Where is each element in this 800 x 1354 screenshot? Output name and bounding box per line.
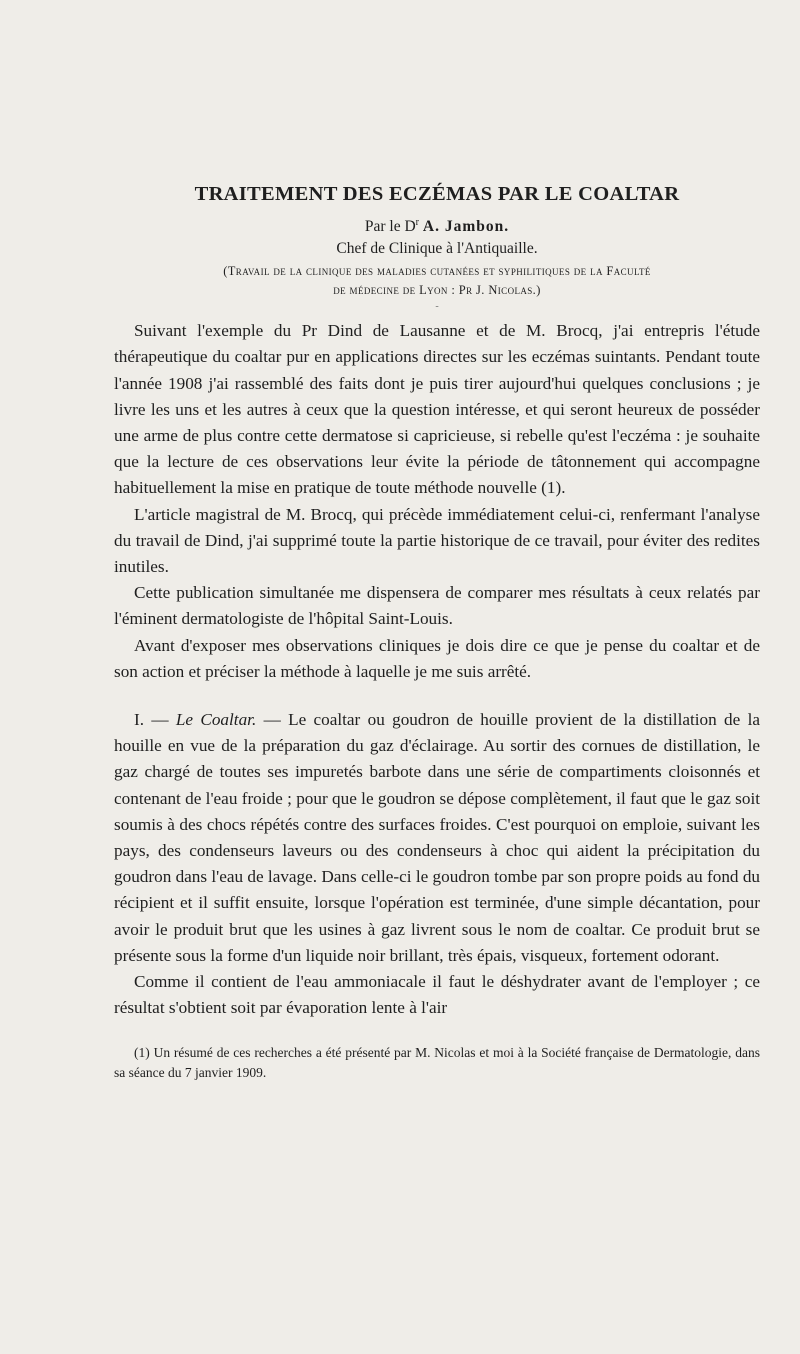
separator-mark: - <box>435 301 439 313</box>
article-body <box>114 318 760 1021</box>
byline-prefix: Par le D <box>364 218 416 236</box>
footnote: (1) Un résumé de ces recherches a été présenté par M. Nicolas et moi à la Société française de Dermatologie, dans sa séance du 7 janvier 1909. <box>114 1045 760 1081</box>
paragraph-2: L'article magistral de M. Brocq, qui précède immédiatement celui-ci, renfermant l'analyse du travail de Dind, j'ai supprimé toute la partie historique de ce travail, pour éviter des redites inutiles. <box>114 504 760 576</box>
paragraph-5 <box>114 707 760 969</box>
article-title: TRAITEMENT DES ECZÉMAS PAR LE COALTAR <box>194 183 680 205</box>
paragraph-4: Avant d'exposer mes observations cliniques je dois dire ce que je pense du coaltar et de son action et préciser la méthode à laquelle je me suis arrêté. <box>114 635 760 681</box>
section-text: — Le coaltar ou goudron de houille provient de la distillation de la houille en vue de la préparation du gaz d'éclairage. Au sortir des cornues de distillation, le gaz chargé de toutes ses impuretés barbote dans une série de compartiments cloisonnés et contenant de l'eau froide ; pour que le goudron se dépose complètement, il faut que le gaz soit soumis à des chocs répétés contre des surfaces froides. C'est pourquoi on emploie, suivant les pays, des condenseurs laveurs ou des condenseurs à choc qui aident la précipitation du goudron dans l'eau de lavage. Dans celle-ci le goudron tombe par son propre poids au fond du récipient et il suffit ensuite, lorsque l'opération est terminée, d'une simple décantation, pour avoir le produit brut que les usines à gaz livrent sous le nom de coaltar. Ce produit brut se présente sous la forme d'un liquide noir brillant, très épais, visqueux, fortement odorant. <box>114 710 761 965</box>
work-line-2: de médecine de Lyon : Pr J. Nicolas.) <box>333 283 541 298</box>
paragraph-1: Suivant l'exemple du Pr Dind de Lausanne et de M. Brocq, j'ai entrepris l'étude thérapeutique du coaltar pur en applications directes sur les eczémas suintants. Pendant toute l'année 1908 j'ai rassemblé des faits dont je puis tirer aujourd'hui quelques conclusions ; je livre les uns et les autres à ceux que la question intéresse, et qui seront heureux de posséder une arme de plus contre cette dermatose si capricieuse, si rebelle qu'est l'eczéma : je souhaite que la lecture de ces observations leur évite la période de tâtonnement qui accompagne habituellement la mise en pratique de toute méthode nouvelle (1). <box>114 321 760 498</box>
affiliation: Chef de Clinique à l'Antiquaille. <box>336 240 538 258</box>
section-heading: Le Coaltar. <box>175 710 257 729</box>
document-page <box>114 182 760 1097</box>
paragraph-3: Cette publication simultanée me dispensera de comparer mes résultats à ceux relatés par l'éminent dermatologiste de l'hôpital Saint-Louis. <box>114 583 760 629</box>
author-name: A. Jambon. <box>422 218 510 236</box>
byline-sup: r <box>415 217 420 228</box>
paragraph-6: Comme il contient de l'eau ammoniacale il faut le déshydrater avant de l'employer ; ce résultat s'obtient soit par évaporation lente à l'air <box>114 972 760 1018</box>
work-line-1: (Travail de la clinique des maladies cutanées et syphilitiques de la Faculté <box>223 264 651 279</box>
byline <box>114 212 760 238</box>
section-number: I. — <box>134 710 176 729</box>
